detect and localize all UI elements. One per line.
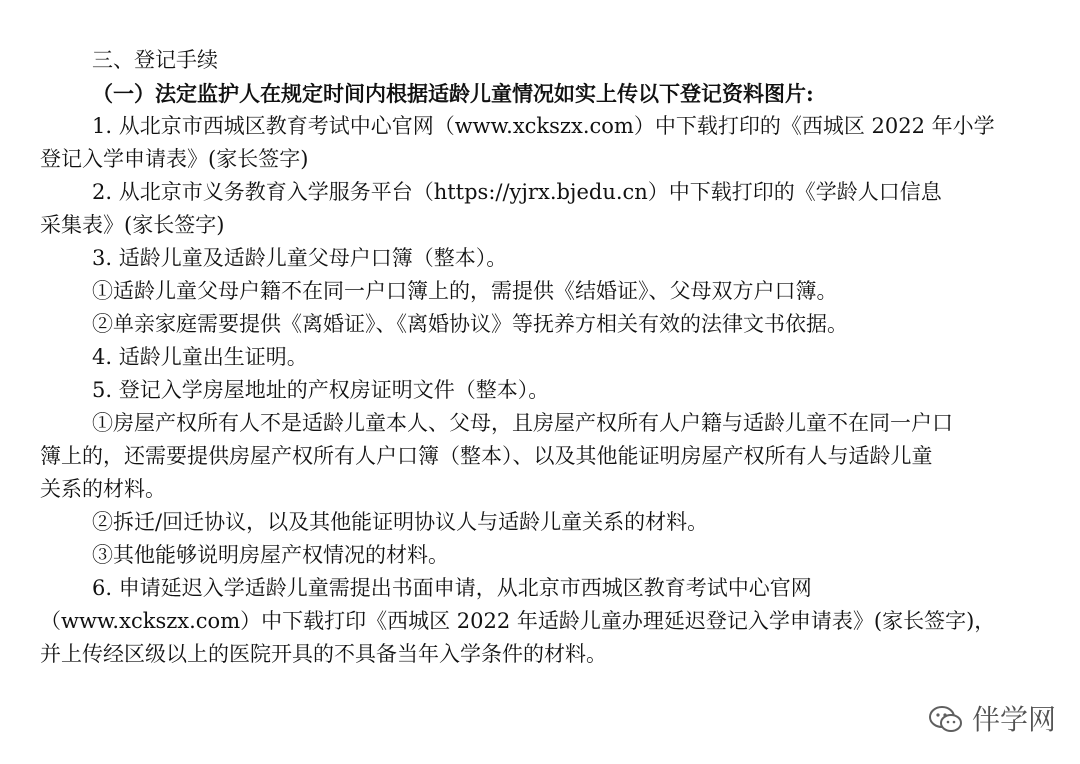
item-6-line-3: 并上传经区级以上的医院开具的不具备当年入学条件的材料。 <box>40 642 607 666</box>
item-4: 4. 适龄儿童出生证明。 <box>92 345 308 369</box>
item-5-sub-3: ③其他能够说明房屋产权情况的材料。 <box>92 543 449 567</box>
sub-heading: （一）法定监护人在规定时间内根据适龄儿童情况如实上传以下登记资料图片: <box>92 81 814 106</box>
watermark-text: 伴学网 <box>971 703 1056 736</box>
item-5-sub-1-line-1: ①房屋产权所有人不是适龄儿童本人、父母，且房屋产权所有人户籍与适龄儿童不在同一户口 <box>92 411 953 435</box>
item-5-sub-1-line-3: 关系的材料。 <box>40 477 166 501</box>
item-5-sub-1-line-2: 簿上的，还需要提供房屋产权所有人户口簿（整本）、以及其他能证明房屋产权所有人与适龄儿童 <box>40 444 933 468</box>
item-3: 3. 适龄儿童及适龄儿童父母户口簿（整本）。 <box>92 246 508 270</box>
wechat-icon <box>928 705 964 735</box>
item-6-line-1: 6. 申请延迟入学适龄儿童需提出书面申请，从北京市西城区教育考试中心官网 <box>92 576 812 600</box>
document-body <box>40 44 1050 671</box>
item-1-line-1: 1. 从北京市西城区教育考试中心官网（www.xckszx.com）中下载打印的《西城区 2022 年小学 <box>92 114 995 138</box>
item-5: 5. 登记入学房屋地址的产权房证明文件（整本）。 <box>92 378 550 402</box>
item-5-sub-2: ②拆迁/回迁协议，以及其他能证明协议人与适龄儿童关系的材料。 <box>92 510 709 534</box>
item-6-line-2: （www.xckszx.com）中下载打印《西城区 2022 年适龄儿童办理延迟登记入学申请表》(家长签字)， <box>40 609 996 633</box>
item-3-sub-2: ②单亲家庭需要提供《离婚证》、《离婚协议》等抚养方相关有效的法律文书依据。 <box>92 312 848 336</box>
section-heading: 三、登记手续 <box>92 48 218 72</box>
item-3-sub-1: ①适龄儿童父母户籍不在同一户口簿上的，需提供《结婚证》、父母双方户口簿。 <box>92 279 838 303</box>
item-2-line-1: 2. 从北京市义务教育入学服务平台（https://yjrx.bjedu.cn）中下载打印的《学龄人口信息 <box>92 180 942 204</box>
item-2-line-2: 采集表》(家长签字) <box>40 213 225 237</box>
item-1-line-2: 登记入学申请表》(家长签字) <box>40 147 309 171</box>
watermark <box>928 703 1056 736</box>
